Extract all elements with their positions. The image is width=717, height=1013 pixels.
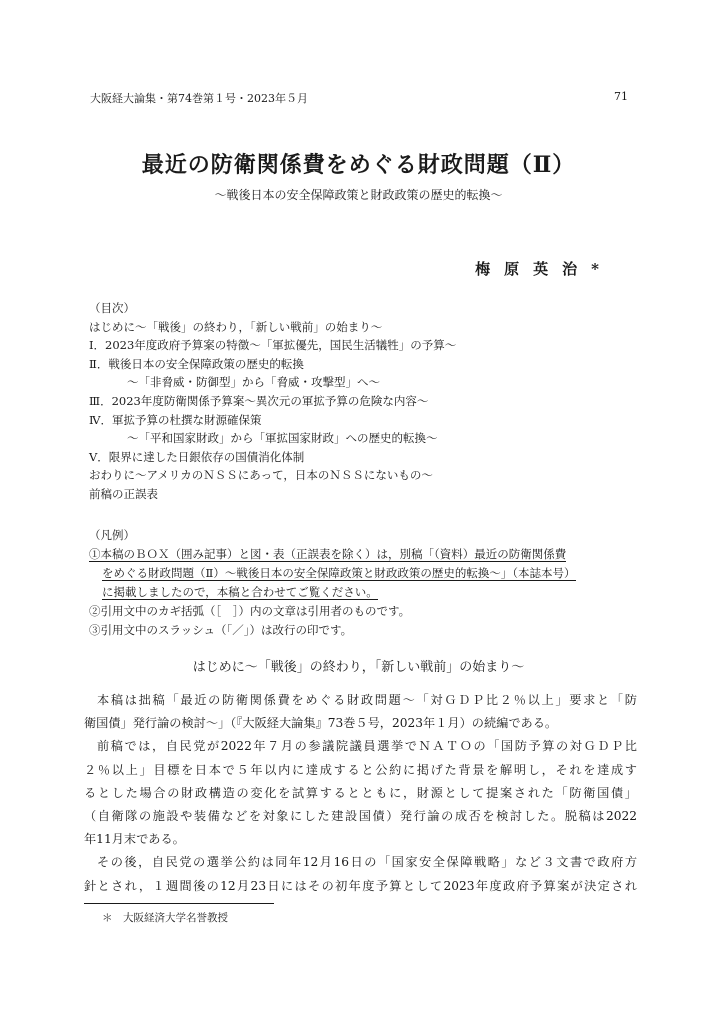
page-number: 71 [614, 90, 628, 103]
body-line: るとした場合の財政構造の変化を試算するとともに，財源として提案された「防衛国債」 [84, 785, 637, 800]
body-line: 年11月末である。 [84, 832, 185, 847]
toc-item: 〜「非脅威・防御型」から「脅威・攻撃型」へ〜 [127, 375, 380, 390]
toc-item: Ⅲ．2023年度防衛関係予算案〜異次元の軍拡予算の危険な内容〜 [89, 393, 429, 408]
table-of-contents [89, 299, 456, 504]
toc-item: Ⅴ．限界に達した日銀依存の国債消化体制 [89, 449, 305, 464]
footnote-divider [84, 903, 274, 904]
body-line: その後，自民党の選挙公約は同年12月16日の「国家安全保障戦略」など３文書で政府方 [97, 855, 638, 870]
note-line [89, 545, 634, 564]
body-line: （自衛隊の施設や装備などを対象にした建設国債）発行論の成否を検討した。脱稿は2022 [84, 808, 638, 823]
body-text [84, 689, 637, 898]
toc-item: 〜「平和国家財政」から「軍拡国家財政」への歴史的転換〜 [127, 431, 438, 446]
body-line: 本稿は拙稿「最近の防衛関係費をめぐる財政問題〜「対ＧＤＰ比２％以上」要求と「防 [97, 693, 637, 707]
toc-item: おわりに〜アメリカのＮＳＳにあって，日本のＮＳＳにないもの〜 [89, 468, 433, 483]
toc-item: 前稿の正誤表 [89, 486, 158, 501]
journal-citation: 大阪経大論集・第74巻第１号・2023年５月 [90, 92, 308, 105]
body-line: 前稿では，自民党が2022年７月の参議院議員選挙でＮＡＴＯの「国防予算の対ＧＤＰ比 [97, 739, 637, 754]
toc-item: Ⅰ．2023年度政府予算案の特徴〜「軍拡優先，国民生活犠牲」の予算〜 [89, 338, 457, 353]
article-title: 最近の防衛関係費をめぐる財政問題（Ⅱ） [141, 152, 576, 178]
author-name: 梅原英治* [475, 260, 613, 278]
section-heading: はじめに〜「戦後」の終わり，「新しい戦前」の始まり〜 [192, 660, 525, 675]
body-line: ２％以上」目標を日本で５年以内に達成すると公約に掲げた背景を解明し，それを達成す [84, 762, 637, 777]
footnote: ＊ 大阪経済大学名誉教授 [102, 912, 228, 924]
notes-heading: （凡例） [89, 528, 135, 542]
editorial-notes [89, 526, 634, 640]
note-line [89, 564, 634, 583]
toc-item: Ⅱ．戦後日本の安全保障政策の歴史的転換 [89, 356, 304, 371]
note-line: ②引用文中のカギ括弧（［ ］）内の文章は引用者のものです。 [89, 604, 411, 618]
body-line: 針とされ，１週間後の12月23日にはその初年度予算として2023年度政府予算案が決定され [84, 878, 637, 893]
toc-item: Ⅳ．軍拡予算の杜撰な財源確保策 [89, 412, 262, 427]
note-line-underlined: に掲載しましたので，本稿と合わせてご覧ください。 [102, 585, 378, 599]
note-line: ③引用文中のスラッシュ（「／」）は改行の印です。 [89, 623, 353, 637]
note-line [89, 583, 634, 602]
article-subtitle: 〜戦後日本の安全保障政策と財政政策の歴史的転換〜 [214, 188, 503, 202]
toc-heading: （目次） [89, 301, 135, 315]
note-line-underlined: ①本稿のＢＯＸ（囲み記事）と図・表（正誤表を除く）は，別稿「（資料）最近の防衛関係費 [89, 547, 567, 561]
note-line-underlined: をめぐる財政問題（Ⅱ）〜戦後日本の安全保障政策と財政政策の歴史的転換〜」（本誌本号） [102, 566, 576, 580]
body-line: 衛国債」発行論の検討〜」（『大阪経大論集』73巻５号，2023年１月）の続編である。 [84, 716, 558, 731]
toc-item: はじめに〜「戦後」の終わり，「新しい戦前」の始まり〜 [89, 319, 383, 334]
running-header [90, 90, 630, 106]
